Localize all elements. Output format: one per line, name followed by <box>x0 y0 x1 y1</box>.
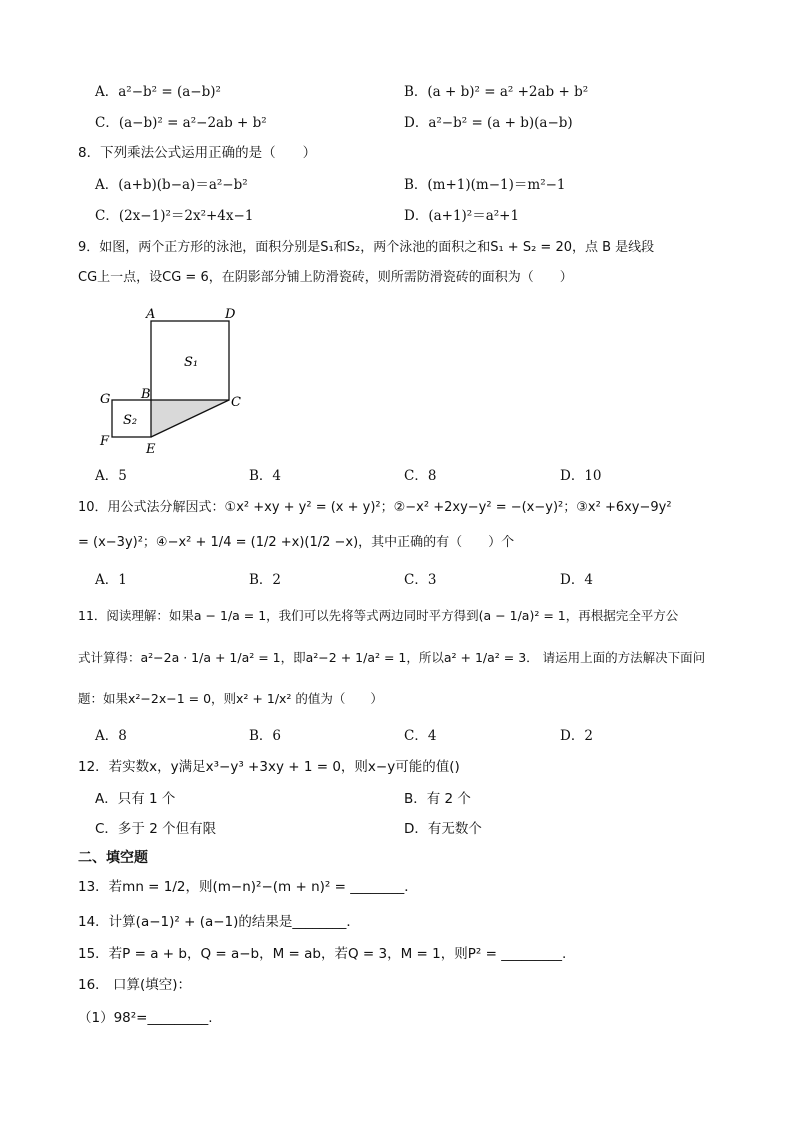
q9-option-c: C．8 <box>404 468 437 484</box>
q10-option-d: D．4 <box>560 572 593 588</box>
q9-stem-line1: 9．如图，两个正方形的泳池，面积分别是S₁和S₂，两个泳池的面积之和S₁ + S₂ = 20，点 B 是线段 <box>78 240 655 255</box>
q16-sub1: （1）98²=_________. <box>78 1010 213 1026</box>
q15-stem: 15．若P = a + b，Q = a−b，M = ab，若Q = 3，M = 1，则P² = _________. <box>78 946 567 962</box>
q9-figure <box>95 300 265 460</box>
q12-option-c: C．多于 2 个但有限 <box>95 821 217 837</box>
q13-stem: 13．若mn = 1/2，则(m−n)²−(m + n)² = ________． <box>78 879 418 895</box>
label-a: A <box>146 307 156 322</box>
q7-option-d: D．a²−b² = (a + b)(a−b) <box>404 115 573 131</box>
q12-stem: 12．若实数x，y满足x³−y³ +3xy + 1 = 0，则x−y可能的值() <box>78 759 460 775</box>
label-d: D <box>225 307 236 322</box>
label-s2: S₂ <box>123 413 138 428</box>
q16-stem: 16． 口算(填空)： <box>78 977 192 993</box>
label-s1: S₁ <box>184 355 199 370</box>
label-g: G <box>100 392 111 407</box>
label-b: B <box>141 387 151 402</box>
q12-option-a: A．只有 1 个 <box>95 791 176 807</box>
label-c: C <box>231 395 241 410</box>
q11-stem-line1: 11．阅读理解：如果a − 1/a = 1，我们可以先将等式两边同时平方得到(a − 1/a)² = 1，再根据完全平方公 <box>78 608 679 623</box>
q8-option-d: D．(a+1)²＝a²+1 <box>404 208 520 224</box>
section-title-fill-in: 二、填空题 <box>78 850 148 866</box>
q11-stem-line2: 式计算得：a²−2a · 1/a + 1/a² = 1，即a²−2 + 1/a² = 1，所以a² + 1/a² = 3． 请运用上面的方法解决下面问 <box>78 650 706 665</box>
q11-option-b: B．6 <box>249 728 282 744</box>
q7-option-a: A．a²−b² = (a−b)² <box>95 84 221 100</box>
q11-option-d: D．2 <box>560 728 593 744</box>
q14-stem: 14．计算(a−1)² + (a−1)的结果是________． <box>78 914 360 930</box>
label-e: E <box>146 442 156 457</box>
q9-stem-line2: CG上一点，设CG = 6，在阴影部分铺上防滑瓷砖，则所需防滑瓷砖的面积为（ ） <box>78 270 573 285</box>
q8-option-b: B．(m+1)(m−1)＝m²−1 <box>404 177 566 193</box>
q11-option-c: C．4 <box>404 728 437 744</box>
q9-option-a: A．5 <box>95 468 127 484</box>
q11-option-a: A．8 <box>95 728 127 744</box>
q7-option-c: C．(a−b)² = a²−2ab + b² <box>95 115 267 131</box>
q8-stem: 8．下列乘法公式运用正确的是（ ） <box>78 145 317 161</box>
q10-stem-line1: 10．用公式法分解因式：①x² +xy + y² = (x + y)²；②−x² +2xy−y² = −(x−y)²；③x² +6xy−9y² <box>78 500 672 515</box>
q10-option-c: C．3 <box>404 572 437 588</box>
q7-option-b: B．(a + b)² = a² +2ab + b² <box>404 84 589 100</box>
q12-option-d: D．有无数个 <box>404 821 482 837</box>
q9-option-b: B．4 <box>249 468 282 484</box>
q12-option-b: B．有 2 个 <box>404 791 471 807</box>
q10-stem-line2: = (x−3y)²；④−x² + 1/4 = (1/2 +x)(1/2 −x)，其中正确的有（ ）个 <box>78 535 515 550</box>
q8-option-c: C．(2x−1)²＝2x²+4x−1 <box>95 208 254 224</box>
q10-option-b: B．2 <box>249 572 282 588</box>
q8-option-a: A．(a+b)(b−a)＝a²−b² <box>95 177 248 193</box>
q11-stem-line3: 题：如果x²−2x−1 = 0，则x² + 1/x² 的值为（ ） <box>78 691 383 706</box>
q9-option-d: D．10 <box>560 468 602 484</box>
label-f: F <box>100 434 110 449</box>
q10-option-a: A．1 <box>95 572 127 588</box>
